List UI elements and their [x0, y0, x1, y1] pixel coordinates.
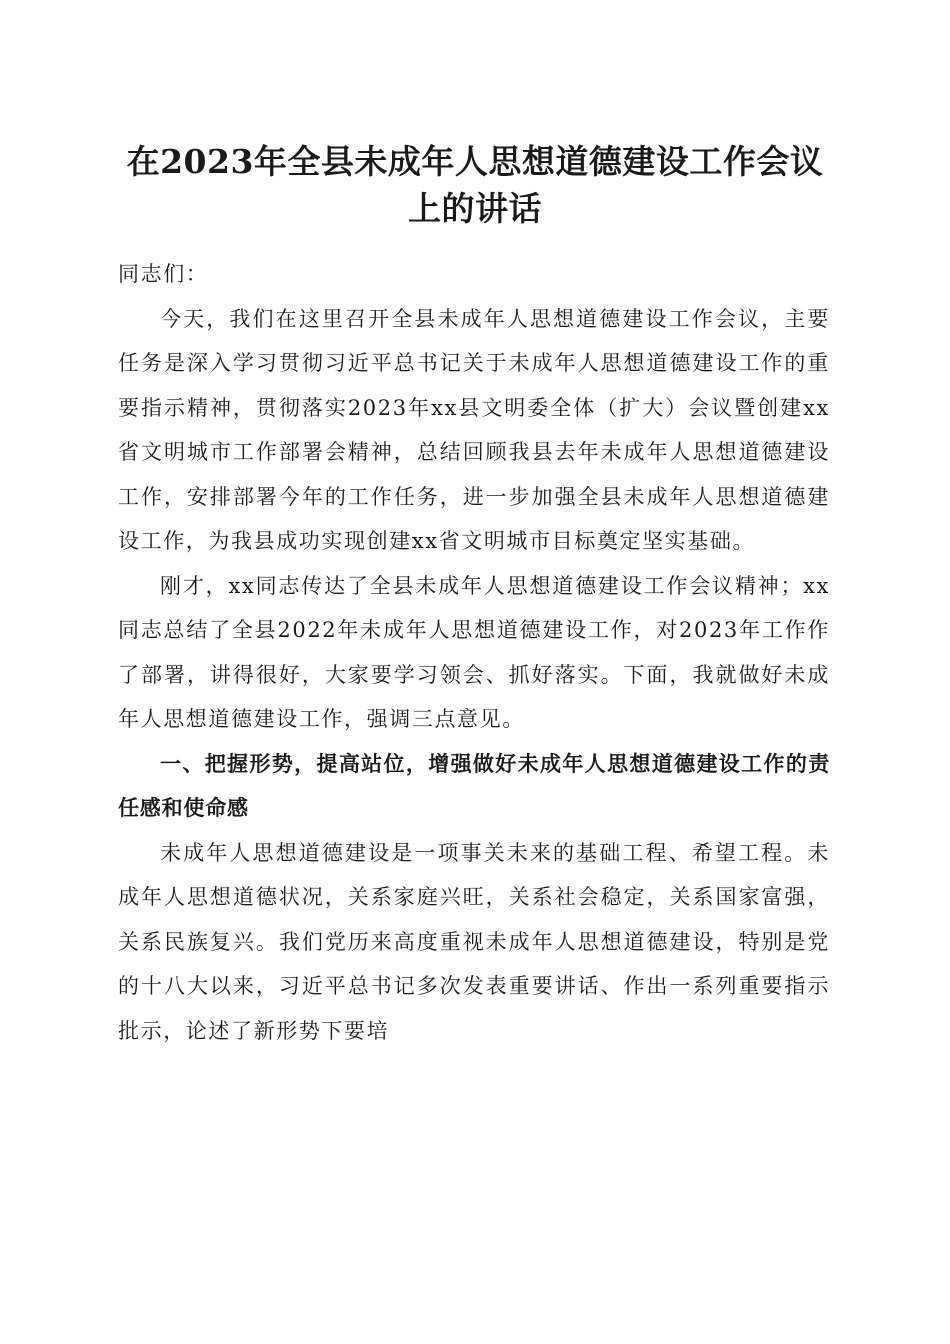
- paragraph-opening: 今天，我们在这里召开全县未成年人思想道德建设工作会议，主要任务是深入学习贯彻习近平总书记关于未成年人思想道德建设工作的重要指示精神，贯彻落实2023年xx县文明委全体（扩大）会议暨创建xx省文明城市工作部署会精神，总结回顾我县去年未成年人思想道德建设工作，安排部署今年的工作任务，进一步加强全县未成年人思想道德建设工作，为我县成功实现创建xx省文明城市目标奠定坚实基础。: [118, 306, 830, 553]
- salutation: 同志们：: [118, 262, 209, 286]
- section-1-paragraph: 未成年人思想道德建设是一项事关未来的基础工程、希望工程。未成年人思想道德状况，关系家庭兴旺，关系社会稳定，关系国家富强，关系民族复兴。我们党历来高度重视未成年人思想道德建设，特别是党的十八大以来，习近平总书记多次发表重要讲话、作出一系列重要指示批示，论述了新形势下要培: [118, 840, 830, 1043]
- document-title: 在2023年全县未成年人思想道德建设工作会议上的讲话: [126, 142, 824, 228]
- paragraph-review: 刚才，xx同志传达了全县未成年人思想道德建设工作会议精神；xx同志总结了全县2022年未成年人思想道德建设工作，对2023年工作作了部署，讲得很好，大家要学习领会、抓好落实。下面，我就做好未成年人思想道德建设工作，强调三点意见。: [118, 573, 830, 731]
- section-heading-1: 一、把握形势，提高站位，增强做好未成年人思想道德建设工作的责任感和使命感: [118, 751, 830, 820]
- document-body: [118, 252, 830, 1053]
